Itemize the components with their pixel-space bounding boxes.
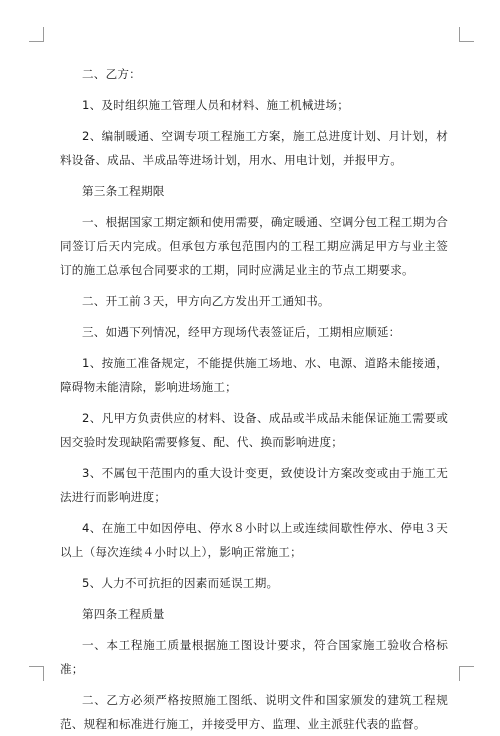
paragraph-delay-case-2: 2、凡甲方负责供应的材料、设备、成品或半成品未能保证施工需要或因交验时发现缺陷需要修复、配、代、换而影响进度； bbox=[60, 411, 448, 449]
paragraph-article-4-item-1: 一、本工程施工质量根据施工图设计要求，符合国家施工验收合格标准； bbox=[60, 638, 448, 676]
paragraph-delay-case-1: 1、按施工准备规定，不能提供施工场地、水、电源、道路未能接通，障碍物未能清除，影响进场施工； bbox=[60, 356, 448, 394]
crop-mark-bottom-right bbox=[459, 666, 474, 681]
paragraph-article-3-item-2: 二、开工前３天，甲方向乙方发出开工通知书。 bbox=[82, 294, 330, 308]
crop-mark-top-right bbox=[459, 27, 474, 42]
paragraph-party-b-heading: 二、乙方： bbox=[82, 67, 141, 81]
section-heading-article-3: 第三条工程期限 bbox=[82, 184, 165, 198]
paragraph-article-3-item-3: 三、如遇下列情况，经甲方现场代表签证后，工期相应顺延： bbox=[82, 325, 401, 339]
paragraph-b-item-1: 1、及时组织施工管理人员和材料、施工机械进场； bbox=[82, 98, 350, 112]
paragraph-delay-case-5: 5、人力不可抗拒的因素而延误工期。 bbox=[82, 576, 279, 590]
paragraph-b-item-2: 2、编制暖通、空调专项工程施工方案，施工总进度计划、月计划，材料设备、成品、半成品等进场计划，用水、用电计划，并报甲方。 bbox=[60, 129, 448, 167]
paragraph-article-3-item-1: 一、根据国家工期定额和使用需要，确定暖通、空调分包工程工期为合同签订后天内完成。但承包方承包范围内的工程工期应满足甲方与业主签订的施工总承包合同要求的工期，同时应满足业主的节点工期要求。 bbox=[60, 215, 448, 277]
document-body bbox=[60, 62, 448, 736]
paragraph-delay-case-4: 4、在施工中如因停电、停水８小时以上或连续间歇性停水、停电３天以上（每次连续４小时以上），影响正常施工； bbox=[60, 521, 448, 559]
paragraph-article-4-item-2: 二、乙方必须严格按照施工图纸、说明文件和国家颁发的建筑工程规范、规程和标准进行施工，并接受甲方、监理、业主派驻代表的监督。 bbox=[60, 693, 448, 731]
crop-mark-bottom-left bbox=[29, 666, 44, 681]
section-heading-article-4: 第四条工程质量 bbox=[82, 607, 165, 621]
crop-mark-top-left bbox=[29, 27, 44, 42]
paragraph-delay-case-3: 3、不属包干范围内的重大设计变更，致使设计方案改变或由于施工无法进行而影响进度； bbox=[60, 466, 448, 504]
